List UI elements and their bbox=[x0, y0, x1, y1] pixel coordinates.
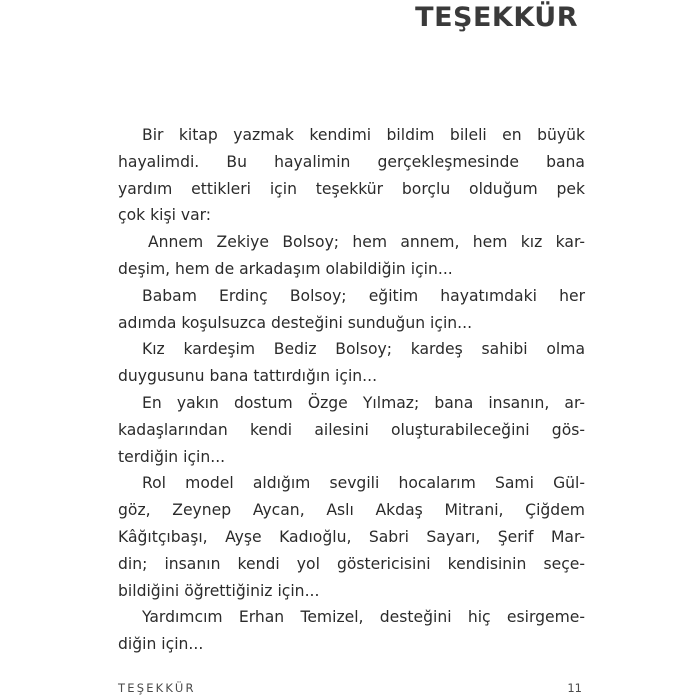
page-footer bbox=[118, 681, 582, 699]
text-line: En yakın dostum Özge Yılmaz; bana insanın, ar- bbox=[142, 393, 585, 412]
text-line: Yardımcım Erhan Temizel, desteğini hiç esirgeme- bbox=[142, 608, 585, 627]
text-line: çok kişi var: bbox=[118, 206, 212, 225]
acknowledgments-text bbox=[118, 122, 585, 658]
text-line: adımda koşulsuzca desteğini sunduğun için... bbox=[118, 313, 473, 332]
text-line: Kız kardeşim Bediz Bolsoy; kardeş sahibi olma bbox=[142, 340, 585, 359]
text-line: din; insanın kendi yol göstericisini kendisinin seçe- bbox=[118, 554, 585, 573]
text-line: deşim, hem de arkadaşım olabildiğin için... bbox=[118, 259, 453, 278]
text-line: diğin için... bbox=[118, 635, 204, 654]
text-line: bildiğini öğrettiğiniz için... bbox=[118, 581, 320, 600]
text-line: terdiğin için... bbox=[118, 447, 226, 466]
text-line: göz, Zeynep Aycan, Aslı Akdaş Mitrani, Çiğdem bbox=[118, 501, 585, 520]
text-line: Bir kitap yazmak kendimi bildim bileli en büyük bbox=[142, 126, 585, 144]
running-footer-title: TEŞEKKÜR bbox=[118, 681, 196, 695]
text-line: Kâğıtçıbaşı, Ayşe Kadıoğlu, Sabri Sayarı, Şerif Mar- bbox=[118, 527, 585, 546]
text-line: kadaşlarından kendi ailesini oluşturabileceğini gös- bbox=[118, 420, 585, 439]
text-line: yardım ettikleri için teşekkür borçlu olduğum pek bbox=[118, 179, 585, 198]
text-line: hayalimdi. Bu hayalimin gerçekleşmesinde bana bbox=[118, 152, 585, 171]
text-line: Annem Zekiye Bolsoy; hem annem, hem kız kar- bbox=[148, 233, 585, 252]
text-line: duygusunu bana tattırdığın için... bbox=[118, 367, 378, 386]
text-line: Rol model aldığım sevgili hocalarım Sami Gül- bbox=[142, 474, 585, 493]
page-number: 11 bbox=[567, 681, 582, 695]
chapter-heading: TEŞEKKÜR bbox=[415, 2, 578, 33]
text-line: Babam Erdinç Bolsoy; eğitim hayatımdaki her bbox=[142, 286, 585, 305]
